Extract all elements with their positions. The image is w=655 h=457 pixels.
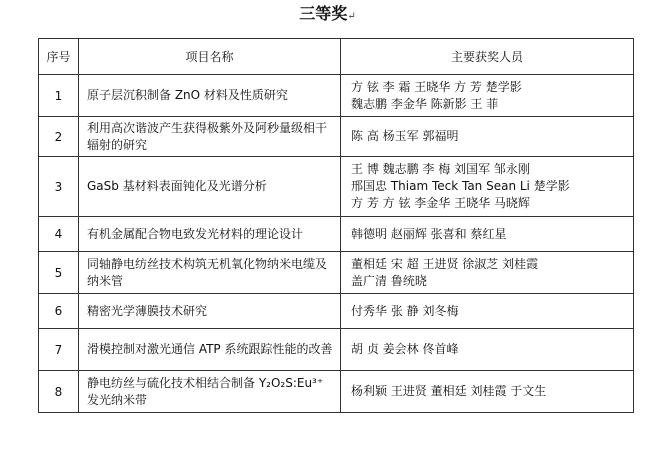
table-header-row [39, 39, 634, 75]
project-name: GaSb 基材料表面钝化及光谱分析 [79, 157, 341, 217]
people-line: 胡 贞 姜会林 佟首峰 [351, 342, 459, 356]
people-line: 方 铉 李 霜 王晓华 方 芳 楚学影 [351, 79, 522, 94]
project-name: 有机金属配合物电致发光材料的理论设计 [79, 217, 341, 252]
award-people [341, 75, 634, 117]
award-people [341, 371, 634, 413]
paragraph-mark-icon: ↵ [347, 11, 356, 22]
project-name: 精密光学薄膜技术研究 [79, 294, 341, 329]
header-people: 主要获奖人员 [341, 39, 634, 75]
award-people [341, 117, 634, 157]
row-number: 6 [39, 294, 79, 329]
award-people [341, 252, 634, 294]
people-line: 方 芳 方 铉 李金华 王晓华 马晓辉 [351, 196, 530, 210]
people-line: 邢国忠 Thiam Teck Tan Sean Li 楚学影 [351, 179, 570, 193]
row-number: 3 [39, 157, 79, 217]
row-number: 5 [39, 252, 79, 294]
people-line: 王 博 魏志鹏 李 梅 刘国军 邹永刚 [351, 162, 530, 176]
project-name: 利用高次谐波产生获得极紫外及阿秒量级相干辐射的研究 [79, 117, 341, 157]
awards-table [38, 38, 634, 413]
row-number: 1 [39, 75, 79, 117]
table-row [39, 157, 634, 217]
table-row [39, 329, 634, 371]
people-line: 盖广清 鲁统晓 [351, 273, 427, 288]
header-no: 序号 [39, 39, 79, 75]
row-number: 8 [39, 371, 79, 413]
project-name: 同轴静电纺丝技术构筑无机氧化物纳米电缆及纳米管 [79, 252, 341, 294]
project-name: 原子层沉积制备 ZnO 材料及性质研究 [79, 75, 341, 117]
table-body [39, 75, 634, 413]
project-name: 滑模控制对激光通信 ATP 系统跟踪性能的改善 [79, 329, 341, 371]
people-line: 董相廷 宋 超 王进贤 徐淑芝 刘桂霞 [351, 256, 539, 271]
table-row [39, 252, 634, 294]
row-number: 2 [39, 117, 79, 157]
table-row [39, 75, 634, 117]
row-number: 4 [39, 217, 79, 252]
people-line: 付秀华 张 静 刘冬梅 [351, 303, 459, 318]
award-people [341, 294, 634, 329]
people-line: 韩德明 赵丽辉 张喜和 蔡红星 [351, 226, 507, 241]
award-people [341, 217, 634, 252]
title-text: 三等奖 [299, 4, 348, 23]
people-line: 魏志鹏 李金华 陈新影 王 菲 [351, 96, 499, 111]
page-title [0, 2, 655, 29]
award-people [341, 329, 634, 371]
project-name: 静电纺丝与硫化技术相结合制备 Y₂O₂S:Eu³⁺ 发光纳米带 [79, 371, 341, 413]
table-row [39, 371, 634, 413]
people-line: 陈 高 杨玉军 郭福明 [351, 129, 459, 143]
award-people [341, 157, 634, 217]
table-row [39, 294, 634, 329]
table-row [39, 117, 634, 157]
header-project: 项目名称 [79, 39, 341, 75]
people-line: 杨利颖 王进贤 董相廷 刘桂霞 于文生 [351, 384, 547, 398]
row-number: 7 [39, 329, 79, 371]
table-row [39, 217, 634, 252]
